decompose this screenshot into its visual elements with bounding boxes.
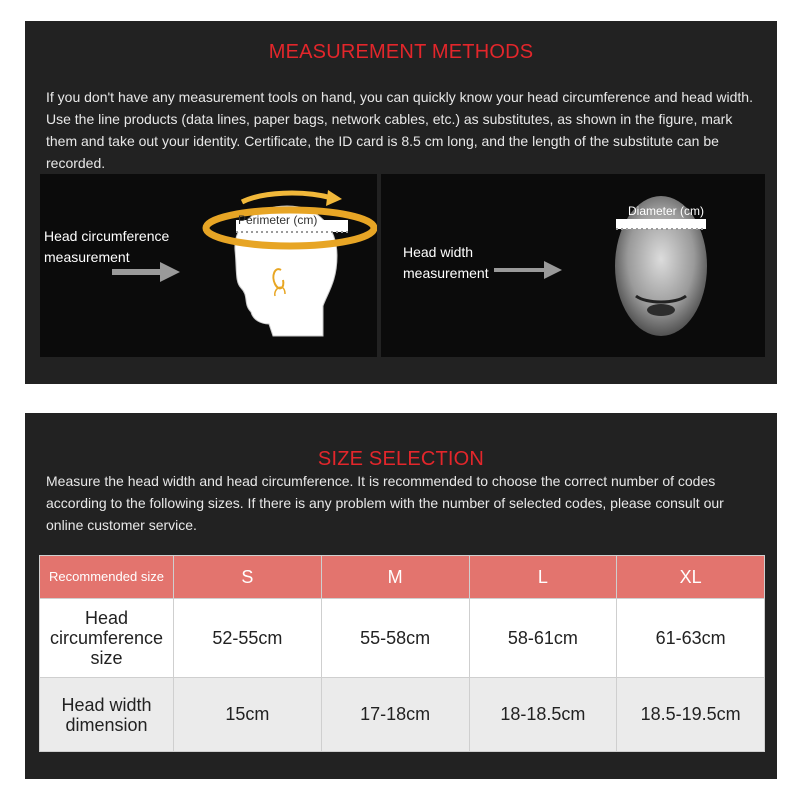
- table-cell: 17-18cm: [321, 678, 469, 752]
- width-label: [403, 242, 489, 284]
- table-cell: 18.5-19.5cm: [617, 678, 765, 752]
- size-table: [39, 555, 765, 752]
- table-row: [40, 599, 765, 678]
- size-header-s: S: [174, 556, 322, 599]
- head-width-diagram: [381, 174, 765, 357]
- size-selection-description: Measure the head width and head circumference. It is recommended to choose the correct number of codes according to the following sizes. If there is any problem with the number of selected codes, please consult our online customer service.: [46, 473, 724, 533]
- table-cell: 18-18.5cm: [469, 678, 617, 752]
- table-row: [40, 678, 765, 752]
- size-selection-panel: [25, 413, 777, 779]
- width-label-line1: Head width: [403, 244, 474, 260]
- size-header-xl: XL: [617, 556, 765, 599]
- table-cell: 55-58cm: [321, 599, 469, 678]
- row-label-line2: dimension: [65, 714, 148, 735]
- measurement-methods-panel: [25, 21, 777, 384]
- row-label-line1: Head width: [61, 694, 152, 715]
- tape-ring-icon: [192, 184, 377, 274]
- arrow-right-icon: [494, 260, 564, 280]
- measurement-methods-title: MEASUREMENT METHODS: [268, 41, 534, 63]
- size-header-l: L: [469, 556, 617, 599]
- circumference-label-line2: measurement: [44, 249, 130, 265]
- head-circumference-diagram: [40, 174, 377, 357]
- header-label-cell: Recommended size: [40, 556, 174, 599]
- row-label-line2: size: [90, 648, 123, 668]
- row-label-line1: Head circumference: [49, 608, 164, 648]
- width-label-line2: measurement: [403, 265, 489, 281]
- diameter-label: Diameter (cm): [628, 204, 705, 218]
- size-table-header-row: [40, 556, 765, 599]
- circumference-label-line1: Head circumference: [44, 228, 170, 244]
- table-cell: 52-55cm: [174, 599, 322, 678]
- arrow-right-icon: [112, 262, 182, 282]
- measurement-description: If you don't have any measurement tools on hand, you can quickly know your head circumference and head width. Use the line products (data lines, paper bags, network cables, etc.) as substitutes, as shown in the figure, mark them and take out your identity. Certificate, the ID card is 8.5 cm long, and the length of the substitute can be recorded.: [46, 89, 753, 171]
- table-cell: 61-63cm: [617, 599, 765, 678]
- size-selection-title: SIZE SELECTION: [317, 448, 485, 470]
- size-header-m: M: [321, 556, 469, 599]
- perimeter-label: Perimeter (cm): [238, 213, 318, 227]
- row-label-head-width: [40, 678, 174, 752]
- table-cell: 15cm: [174, 678, 322, 752]
- table-cell: 58-61cm: [469, 599, 617, 678]
- row-label-head-circumference: [40, 599, 174, 678]
